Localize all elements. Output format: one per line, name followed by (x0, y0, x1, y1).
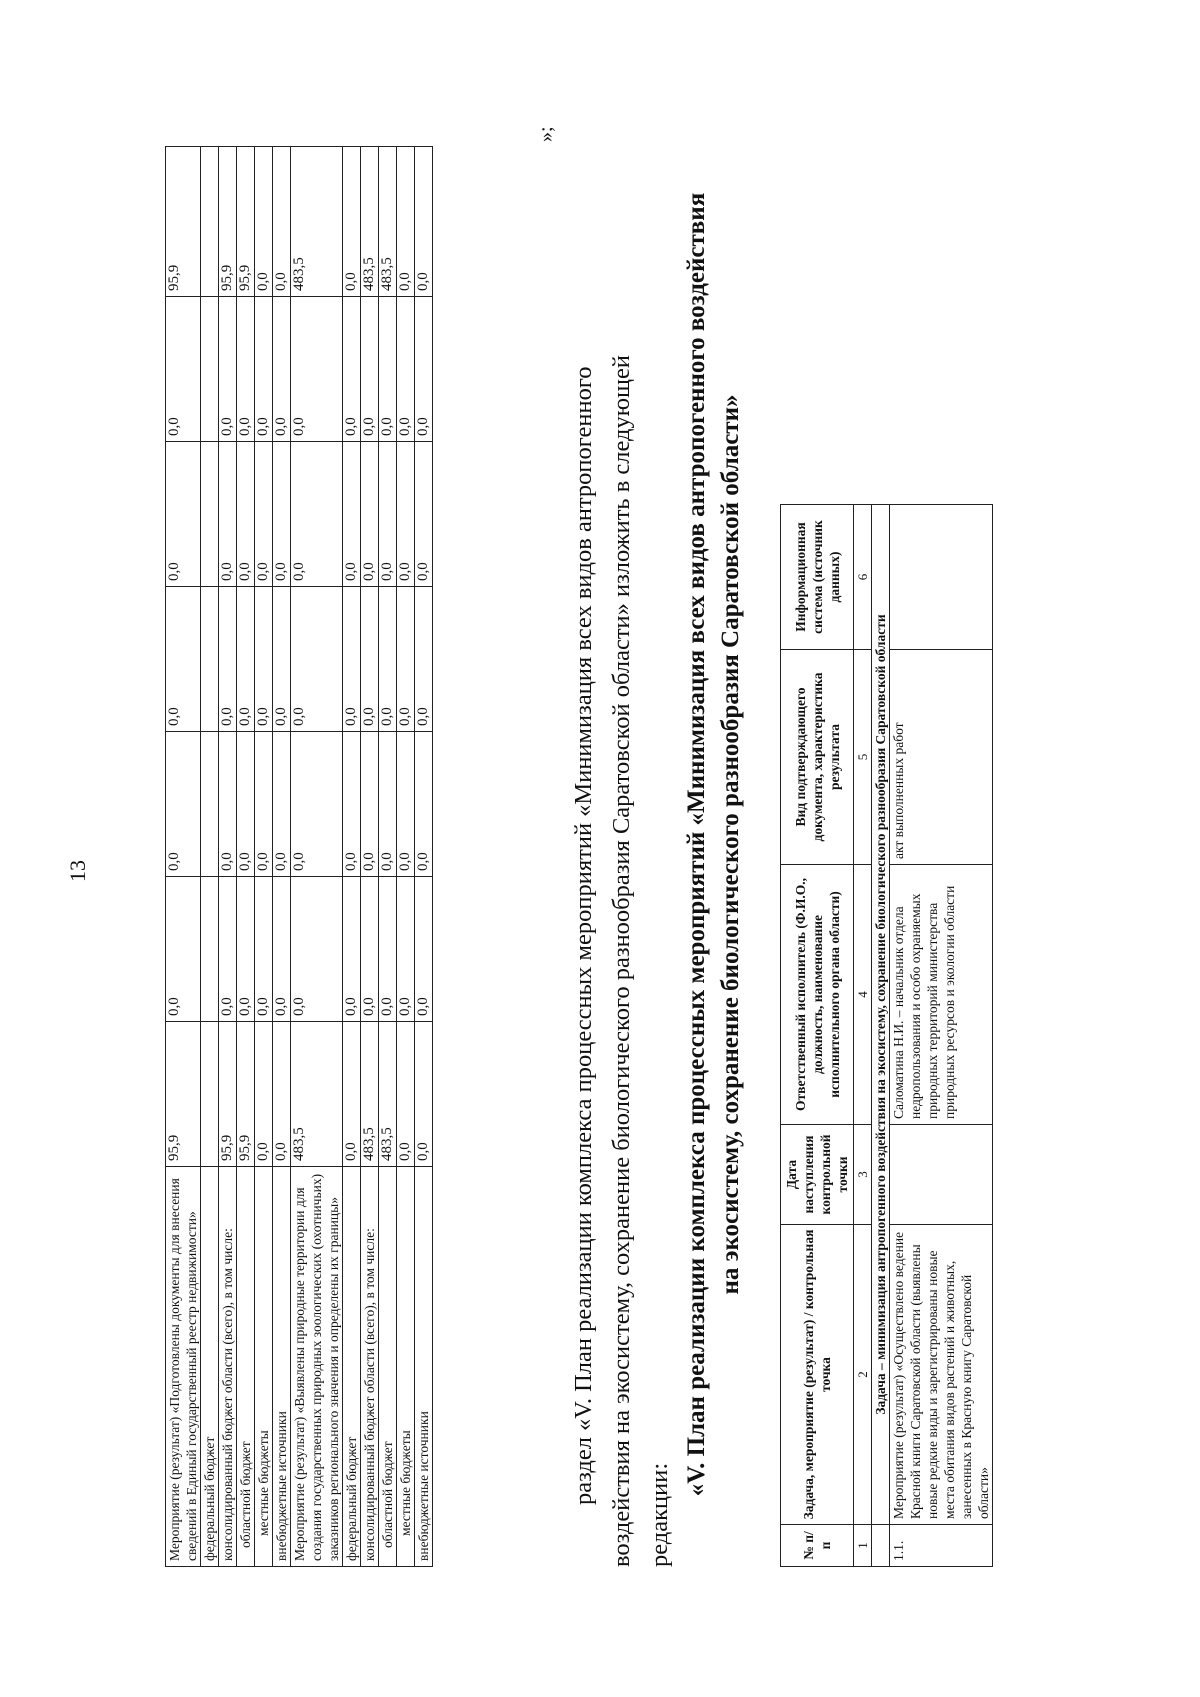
finance-value: 0,0 (291, 297, 343, 442)
finance-value (201, 877, 219, 1022)
plan-cell-empty (890, 122, 993, 505)
column-empty (854, 122, 872, 505)
task-row (872, 122, 890, 1567)
finance-value: 0,0 (415, 732, 433, 877)
finance-value: 0,0 (415, 1022, 433, 1167)
paragraph-line: воздействия на экосистему, сохранение биологического разнообразия Саратовской области» изложить в следующей (608, 355, 635, 1567)
finance-value: 0,0 (219, 877, 237, 1022)
finance-value: 0,0 (397, 147, 415, 297)
finance-value: 0,0 (237, 442, 255, 587)
finance-row (415, 147, 433, 1567)
plan-cell-num: 1.1. (890, 1525, 993, 1567)
finance-row-label: местные бюджеты (255, 1167, 273, 1567)
amendment-paragraph (565, 122, 679, 1567)
finance-row (397, 147, 415, 1567)
finance-value: 0,0 (343, 297, 361, 442)
finance-value: 0,0 (343, 442, 361, 587)
finance-value (201, 442, 219, 587)
finance-row (237, 147, 255, 1567)
finance-value: 0,0 (255, 1022, 273, 1167)
finance-row (343, 147, 361, 1567)
header-system: Информационная система (источник данных) (781, 505, 854, 650)
finance-value: 0,0 (237, 877, 255, 1022)
finance-value: 0,0 (415, 442, 433, 587)
finance-value (201, 1022, 219, 1167)
finance-value: 95,9 (166, 1022, 201, 1167)
closing-quote-mark: »; (535, 126, 557, 142)
column-number: 3 (854, 1125, 872, 1225)
finance-row-label: Мероприятие (результат) «Подготовлены документы для внесения сведений в Единый государственный реестр недвижимости» (166, 1167, 201, 1567)
finance-value: 0,0 (397, 297, 415, 442)
column-number: 6 (854, 505, 872, 650)
finance-value: 0,0 (343, 587, 361, 732)
finance-value: 0,0 (343, 877, 361, 1022)
finance-row-label: внебюджетные источники (415, 1167, 433, 1567)
finance-value: 0,0 (237, 732, 255, 877)
finance-row-label: местные бюджеты (397, 1167, 415, 1567)
finance-value (201, 732, 219, 877)
finance-row-label: внебюджетные источники (273, 1167, 291, 1567)
finance-value: 95,9 (166, 147, 201, 297)
finance-value: 0,0 (219, 732, 237, 877)
finance-value: 0,0 (397, 732, 415, 877)
finance-value: 0,0 (397, 877, 415, 1022)
finance-value: 0,0 (415, 297, 433, 442)
finance-value: 0,0 (273, 147, 291, 297)
finance-value: 0,0 (255, 587, 273, 732)
finance-value: 0,0 (361, 442, 379, 587)
header-number: № п/п (781, 1525, 854, 1567)
finance-value: 0,0 (255, 732, 273, 877)
finance-value: 0,0 (166, 442, 201, 587)
column-number: 4 (854, 865, 872, 1125)
finance-value: 0,0 (291, 877, 343, 1022)
header-event: Задача, мероприятие (результат) / контрольная точка (781, 1225, 854, 1525)
finance-value: 483,5 (361, 147, 379, 297)
finance-row (201, 147, 219, 1567)
finance-value: 95,9 (219, 147, 237, 297)
heading-line: «V. План реализации комплекса процессных мероприятий «Минимизация всех видов антропогенного воздействия (683, 192, 710, 1497)
finance-value: 95,9 (237, 147, 255, 297)
finance-value: 0,0 (255, 877, 273, 1022)
plan-row (890, 122, 993, 1567)
page-number: 13 (65, 860, 90, 882)
header-responsible: Ответственный исполнитель (Ф.И.О., должность, наименование исполнительного органа области) (781, 865, 854, 1125)
finance-row-label: областной бюджет (379, 1167, 397, 1567)
finance-value: 0,0 (255, 442, 273, 587)
finance-value: 0,0 (255, 297, 273, 442)
finance-value: 483,5 (291, 1022, 343, 1167)
finance-row-label: федеральный бюджет (201, 1167, 219, 1567)
column-number: 5 (854, 650, 872, 865)
finance-value: 0,0 (291, 587, 343, 732)
finance-row (361, 147, 379, 1567)
finance-value: 0,0 (415, 877, 433, 1022)
finance-value: 0,0 (237, 587, 255, 732)
finance-value: 0,0 (291, 442, 343, 587)
finance-row (273, 147, 291, 1567)
finance-value: 0,0 (166, 877, 201, 1022)
column-number: 1 (854, 1525, 872, 1567)
paragraph-line: раздел «V. План реализации комплекса процессных мероприятий «Минимизация всех видов антропогенного (570, 366, 597, 1505)
finance-value: 0,0 (361, 877, 379, 1022)
finance-value: 0,0 (379, 297, 397, 442)
finance-value: 0,0 (166, 587, 201, 732)
finance-value: 0,0 (379, 877, 397, 1022)
finance-row-label: областной бюджет (237, 1167, 255, 1567)
plan-cell-responsible: Саломатина Н.И. – начальник отдела недропользования и особо охраняемых природных территорий министерства природных ресурсов и экологии области (890, 865, 993, 1125)
column-number: 2 (854, 1225, 872, 1525)
finance-row-label: Мероприятие (результат) «Выявлены природные территории для создания государственных природных зоологических (охотничьих) заказников регионального значения и определены их границы» (291, 1167, 343, 1567)
finance-value: 0,0 (166, 297, 201, 442)
finance-value: 483,5 (291, 147, 343, 297)
finance-value: 0,0 (273, 877, 291, 1022)
header-document: Вид подтверждающего документа, характеристика результата (781, 650, 854, 865)
plan-header-row (781, 122, 854, 1567)
finance-value: 0,0 (219, 297, 237, 442)
task-empty (872, 122, 890, 505)
finance-value: 0,0 (291, 732, 343, 877)
plan-cell-document: акт выполненных работ (890, 650, 993, 865)
finance-value (201, 147, 219, 297)
finance-value: 0,0 (397, 1022, 415, 1167)
finance-value: 0,0 (415, 147, 433, 297)
plan-cell-date (890, 1125, 993, 1225)
column-number-row (854, 122, 872, 1567)
finance-value: 0,0 (361, 587, 379, 732)
finance-value: 0,0 (379, 587, 397, 732)
task-number-cell (872, 1525, 890, 1567)
finance-value: 0,0 (361, 732, 379, 877)
finance-value: 95,9 (219, 1022, 237, 1167)
plan-cell-system (890, 505, 993, 650)
finance-row (166, 147, 201, 1567)
finance-value: 0,0 (397, 587, 415, 732)
finance-value: 0,0 (343, 1022, 361, 1167)
finance-row (219, 147, 237, 1567)
header-date: Дата наступления контрольной точки (781, 1125, 854, 1225)
finance-value: 95,9 (237, 1022, 255, 1167)
finance-value: 0,0 (219, 587, 237, 732)
plan-cell-event: Мероприятие (результат) «Осуществлено ведение Красной книги Саратовской области (выявлены новые редкие виды и зарегистрированы новые места обитания видов растений и животных, занесенных в Красную книгу Саратовской области» (890, 1225, 993, 1525)
finance-row-label: консолидированный бюджет области (всего), в том числе: (219, 1167, 237, 1567)
finance-value: 0,0 (273, 587, 291, 732)
paragraph-line: редакции: (646, 1462, 673, 1567)
finance-value: 0,0 (219, 442, 237, 587)
task-text: Задача – минимизация антропогенного воздействия на экосистему, сохранение биологического разнообразия Саратовской области (872, 505, 890, 1525)
finance-table (165, 146, 433, 1567)
finance-value: 0,0 (379, 732, 397, 877)
finance-value: 0,0 (415, 587, 433, 732)
finance-row (291, 147, 343, 1567)
finance-value: 0,0 (255, 147, 273, 297)
finance-value: 0,0 (273, 732, 291, 877)
finance-value: 0,0 (397, 442, 415, 587)
finance-row (255, 147, 273, 1567)
finance-value: 0,0 (361, 297, 379, 442)
section-heading (680, 122, 748, 1567)
finance-value: 0,0 (237, 297, 255, 442)
finance-row-label: консолидированный бюджет области (всего), в том числе: (361, 1167, 379, 1567)
finance-value: 483,5 (379, 1022, 397, 1167)
finance-row (379, 147, 397, 1567)
heading-line: на экосистему, сохранение биологического разнообразия Саратовской области» (717, 394, 744, 1295)
finance-value: 483,5 (379, 147, 397, 297)
finance-value: 483,5 (361, 1022, 379, 1167)
finance-value: 0,0 (273, 442, 291, 587)
finance-value: 0,0 (343, 732, 361, 877)
finance-value (201, 587, 219, 732)
finance-value: 0,0 (273, 297, 291, 442)
finance-row-label: федеральный бюджет (343, 1167, 361, 1567)
finance-value: 0,0 (379, 442, 397, 587)
header-empty (781, 122, 854, 505)
finance-value (201, 297, 219, 442)
finance-value: 0,0 (343, 147, 361, 297)
plan-table (780, 122, 993, 1568)
finance-value: 0,0 (166, 732, 201, 877)
finance-value: 0,0 (273, 1022, 291, 1167)
